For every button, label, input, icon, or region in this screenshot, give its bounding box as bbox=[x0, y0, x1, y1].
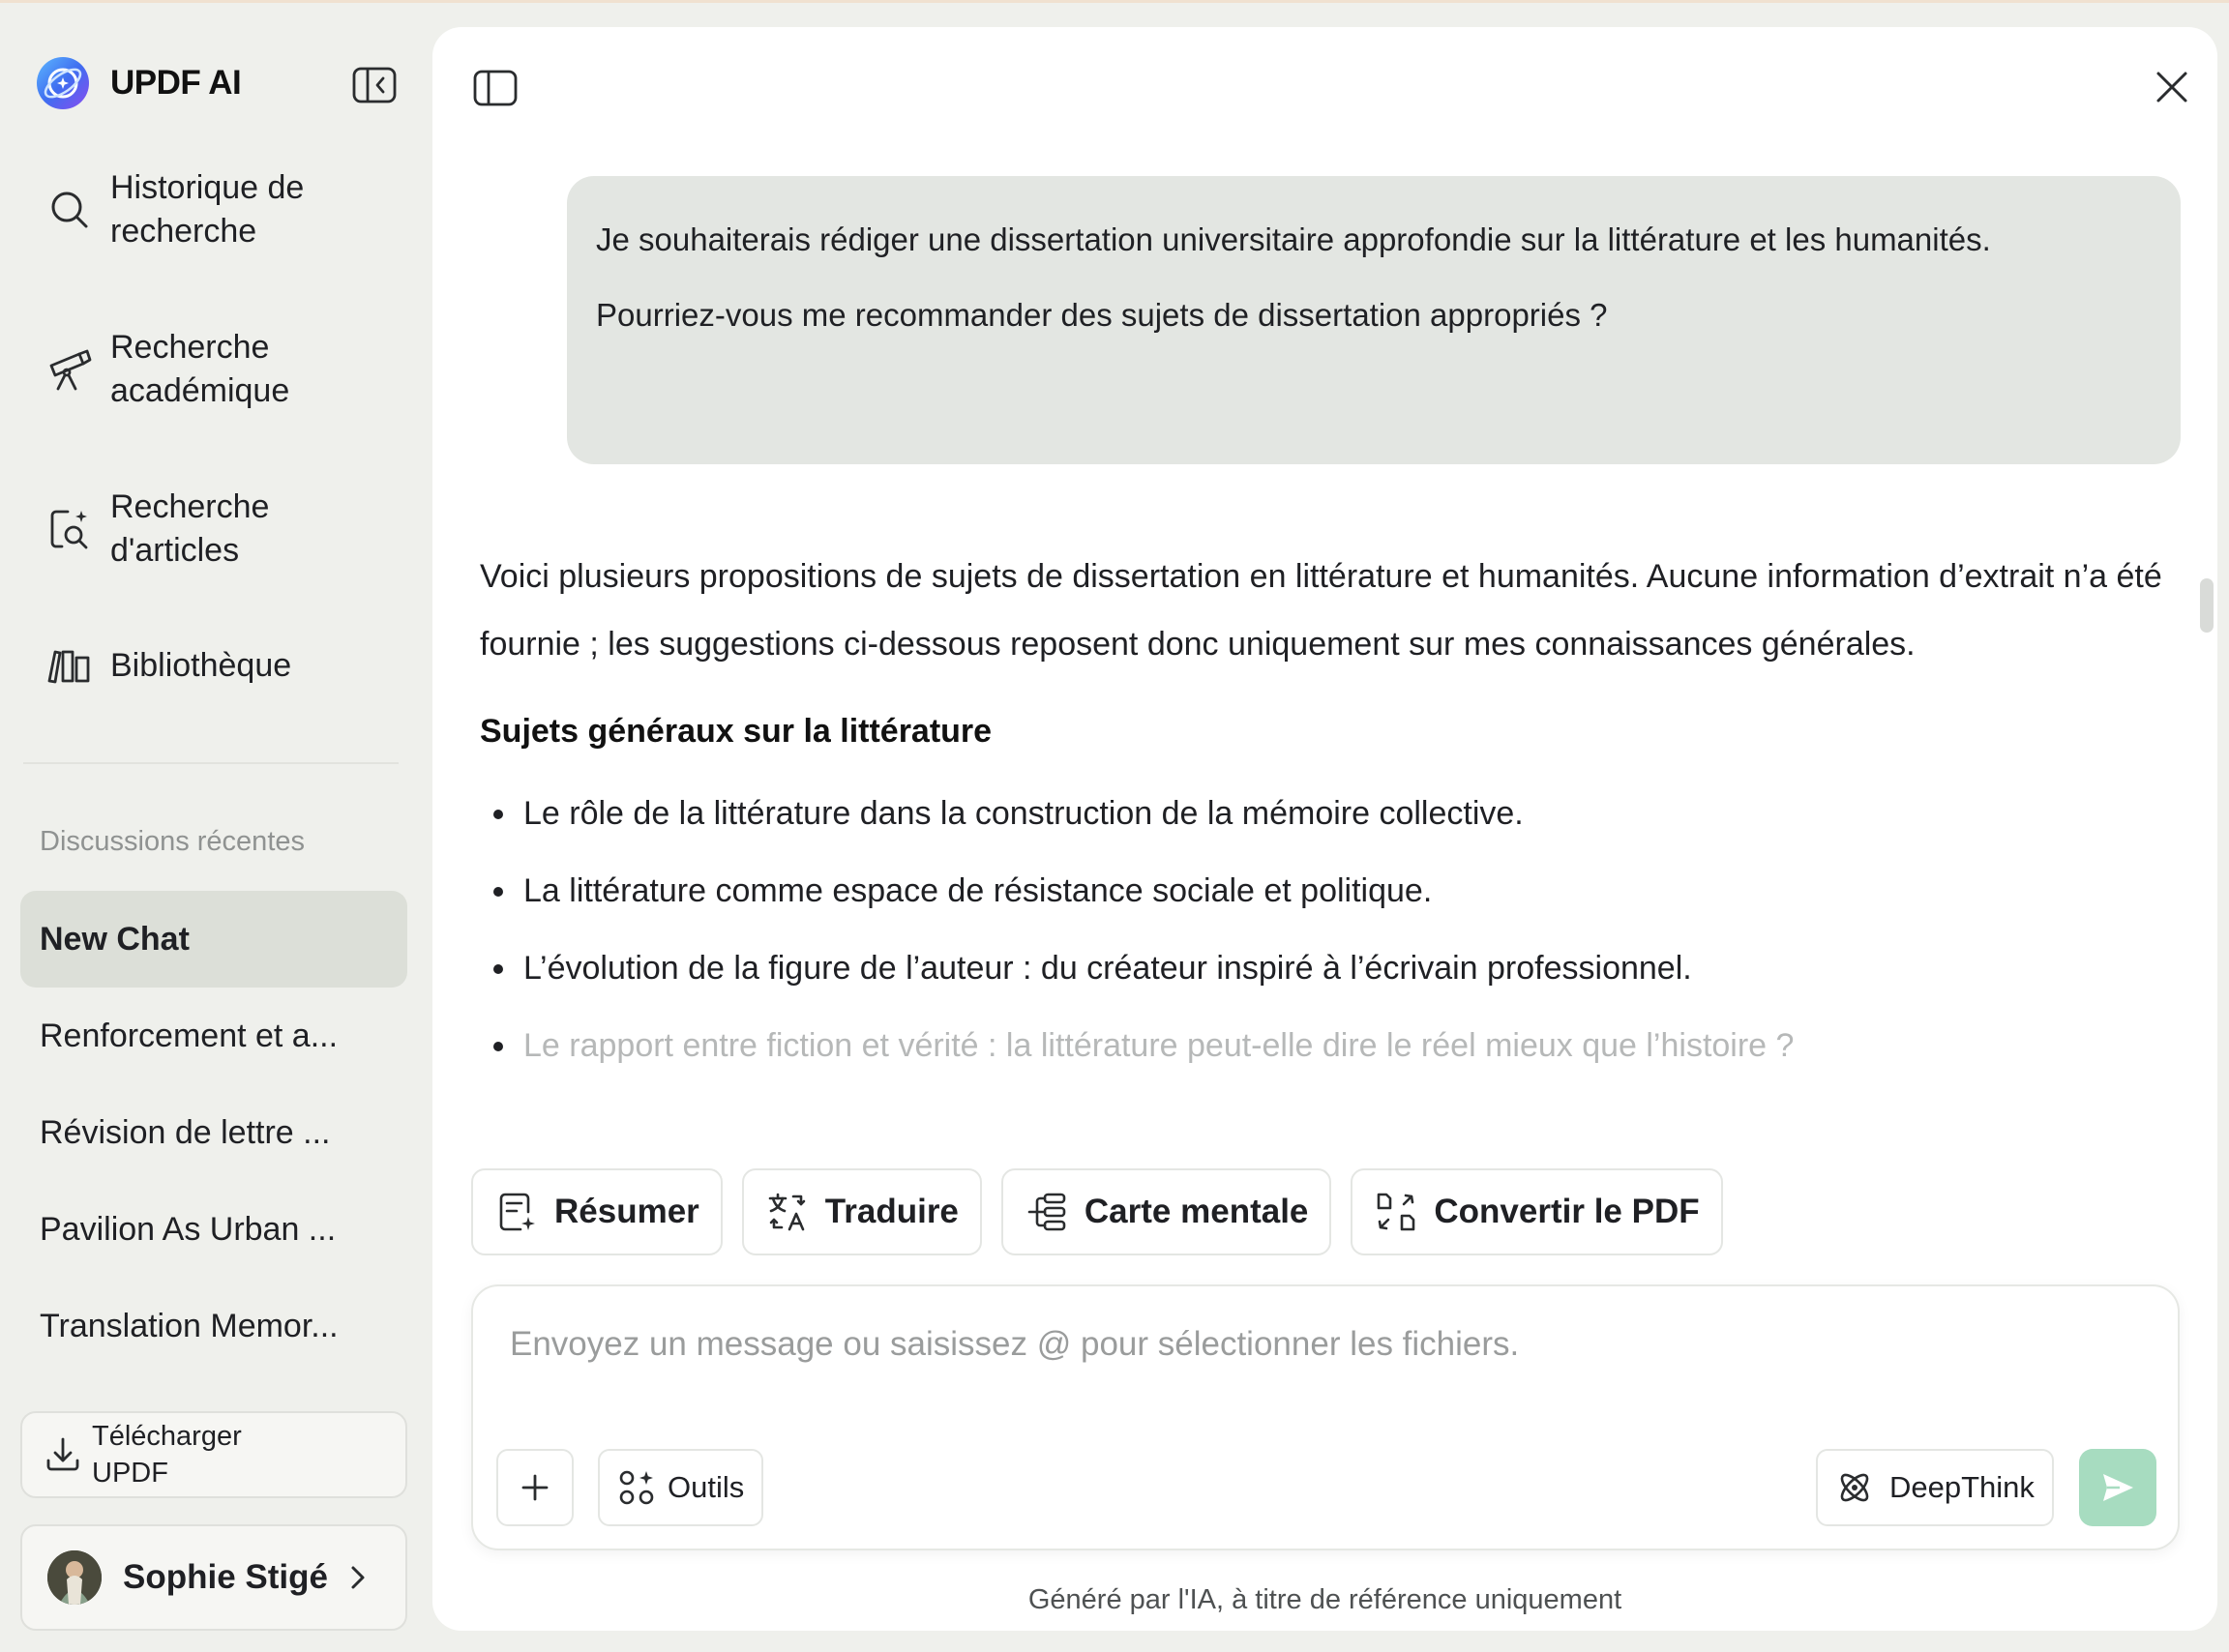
convert-pdf-label: Convertir le PDF bbox=[1434, 1193, 1700, 1230]
close-icon[interactable] bbox=[2149, 64, 2195, 110]
recent-chat-item[interactable] bbox=[20, 988, 407, 1084]
download-icon bbox=[44, 1435, 82, 1474]
brand[interactable] bbox=[35, 56, 241, 110]
ai-disclaimer: Généré par l'IA, à titre de référence uniquement bbox=[1027, 1584, 1622, 1615]
user-message-bubble bbox=[567, 176, 2181, 464]
user-message-paragraph: Je souhaiterais rédiger une dissertation universitaire approfondie sur la littérature et les humanités. bbox=[596, 221, 1991, 257]
nav-history-label-1: Historique de bbox=[110, 169, 305, 206]
toggle-panel-icon[interactable] bbox=[471, 64, 520, 112]
nav-library[interactable] bbox=[43, 638, 291, 693]
message-input[interactable] bbox=[510, 1325, 2135, 1364]
deepthink-label: DeepThink bbox=[1889, 1470, 2035, 1504]
user-account-button[interactable] bbox=[20, 1524, 407, 1631]
recent-chat-item[interactable] bbox=[20, 891, 407, 988]
nav-article-label-2: d'articles bbox=[110, 532, 240, 569]
list-item: L’évolution de la figure de l’auteur : du créateur inspiré à l’écrivain professionnel. bbox=[480, 929, 2163, 1007]
summarize-button[interactable] bbox=[471, 1168, 723, 1255]
nav-article-search[interactable] bbox=[43, 486, 269, 573]
avatar bbox=[47, 1550, 102, 1605]
scrollbar-thumb[interactable] bbox=[2200, 578, 2214, 633]
recent-chat-label: Pavilion As Urban ... bbox=[40, 1210, 337, 1248]
recent-chat-label: Renforcement et a... bbox=[40, 1017, 339, 1054]
answer-intro: Voici plusieurs propositions de sujets de dissertation en littérature et humanités. Aucune information d’extrait n’a été fournie ; les suggestions ci-dessous reposent donc uniquement sur mes connaissances générales. bbox=[480, 558, 2162, 663]
recent-chat-label: Translation Memor... bbox=[40, 1307, 339, 1344]
convert-pdf-button[interactable] bbox=[1351, 1168, 1722, 1255]
message-composer bbox=[471, 1284, 2180, 1550]
updf-ai-logo-icon bbox=[35, 55, 91, 111]
sidebar bbox=[0, 0, 431, 1652]
answer-fade-overlay bbox=[480, 1081, 2163, 1159]
translate-label: Traduire bbox=[824, 1193, 959, 1230]
mindmap-button[interactable] bbox=[1001, 1168, 1331, 1255]
download-label-1: Télécharger bbox=[92, 1421, 242, 1452]
list-item: La littérature comme espace de résistance sociale et politique. bbox=[480, 852, 2163, 929]
nav-academic-label-2: académique bbox=[110, 372, 290, 409]
answer-heading: Sujets généraux sur la littérature bbox=[480, 713, 993, 750]
mindmap-label: Carte mentale bbox=[1084, 1193, 1309, 1230]
list-item: Le rôle de la littérature dans la construction de la mémoire collective. bbox=[480, 775, 2163, 852]
summarize-icon bbox=[494, 1190, 539, 1234]
add-attachment-button[interactable] bbox=[496, 1449, 574, 1526]
mindmap-icon bbox=[1025, 1190, 1069, 1234]
recent-chats-title: Discussions récentes bbox=[40, 826, 305, 857]
translate-button[interactable] bbox=[742, 1168, 982, 1255]
library-icon bbox=[43, 638, 97, 693]
plus-icon bbox=[520, 1472, 550, 1503]
nav-history-label-2: recherche bbox=[110, 213, 257, 250]
quick-actions bbox=[471, 1168, 1723, 1255]
summarize-label: Résumer bbox=[554, 1193, 699, 1230]
search-icon bbox=[43, 183, 97, 237]
nav-academic-label-1: Recherche bbox=[110, 329, 270, 366]
send-icon bbox=[2098, 1468, 2137, 1507]
translate-icon bbox=[765, 1190, 810, 1234]
recent-chat-item[interactable] bbox=[20, 1084, 407, 1181]
user-name: Sophie Stigé bbox=[123, 1558, 328, 1596]
nav-history[interactable] bbox=[43, 166, 304, 253]
convert-icon bbox=[1374, 1190, 1418, 1234]
list-item: Le rapport entre fiction et vérité : la littérature peut-elle dire le réel mieux que l’histoire ? bbox=[480, 1007, 2163, 1084]
download-updf-button[interactable] bbox=[20, 1411, 407, 1498]
sidebar-divider bbox=[23, 762, 399, 764]
chat-panel bbox=[432, 27, 2217, 1631]
recent-chat-item[interactable] bbox=[20, 1181, 407, 1278]
send-button[interactable] bbox=[2079, 1449, 2156, 1526]
atom-icon bbox=[1835, 1468, 1874, 1507]
assistant-answer bbox=[480, 543, 2163, 1159]
collapse-sidebar-icon[interactable] bbox=[352, 66, 397, 104]
tools-icon bbox=[617, 1468, 656, 1507]
recent-chat-label: Révision de lettre ... bbox=[40, 1113, 331, 1151]
nav-academic-search[interactable] bbox=[43, 326, 289, 413]
nav-library-label: Bibliothèque bbox=[110, 646, 292, 684]
recent-chat-label: New Chat bbox=[40, 920, 190, 958]
telescope-icon bbox=[43, 342, 97, 397]
nav-article-label-1: Recherche bbox=[110, 488, 270, 525]
download-label-2: UPDF bbox=[92, 1458, 168, 1489]
deepthink-toggle[interactable] bbox=[1816, 1449, 2054, 1526]
article-search-icon bbox=[43, 502, 97, 556]
tools-button[interactable] bbox=[598, 1449, 763, 1526]
chevron-right-icon bbox=[349, 1564, 367, 1591]
user-message-paragraph: Pourriez-vous me recommander des sujets de dissertation appropriés ? bbox=[596, 297, 1608, 333]
tools-label: Outils bbox=[668, 1470, 745, 1504]
recent-chat-item[interactable] bbox=[20, 1278, 407, 1374]
answer-list bbox=[480, 775, 2163, 1084]
app-name: UPDF AI bbox=[110, 64, 242, 102]
